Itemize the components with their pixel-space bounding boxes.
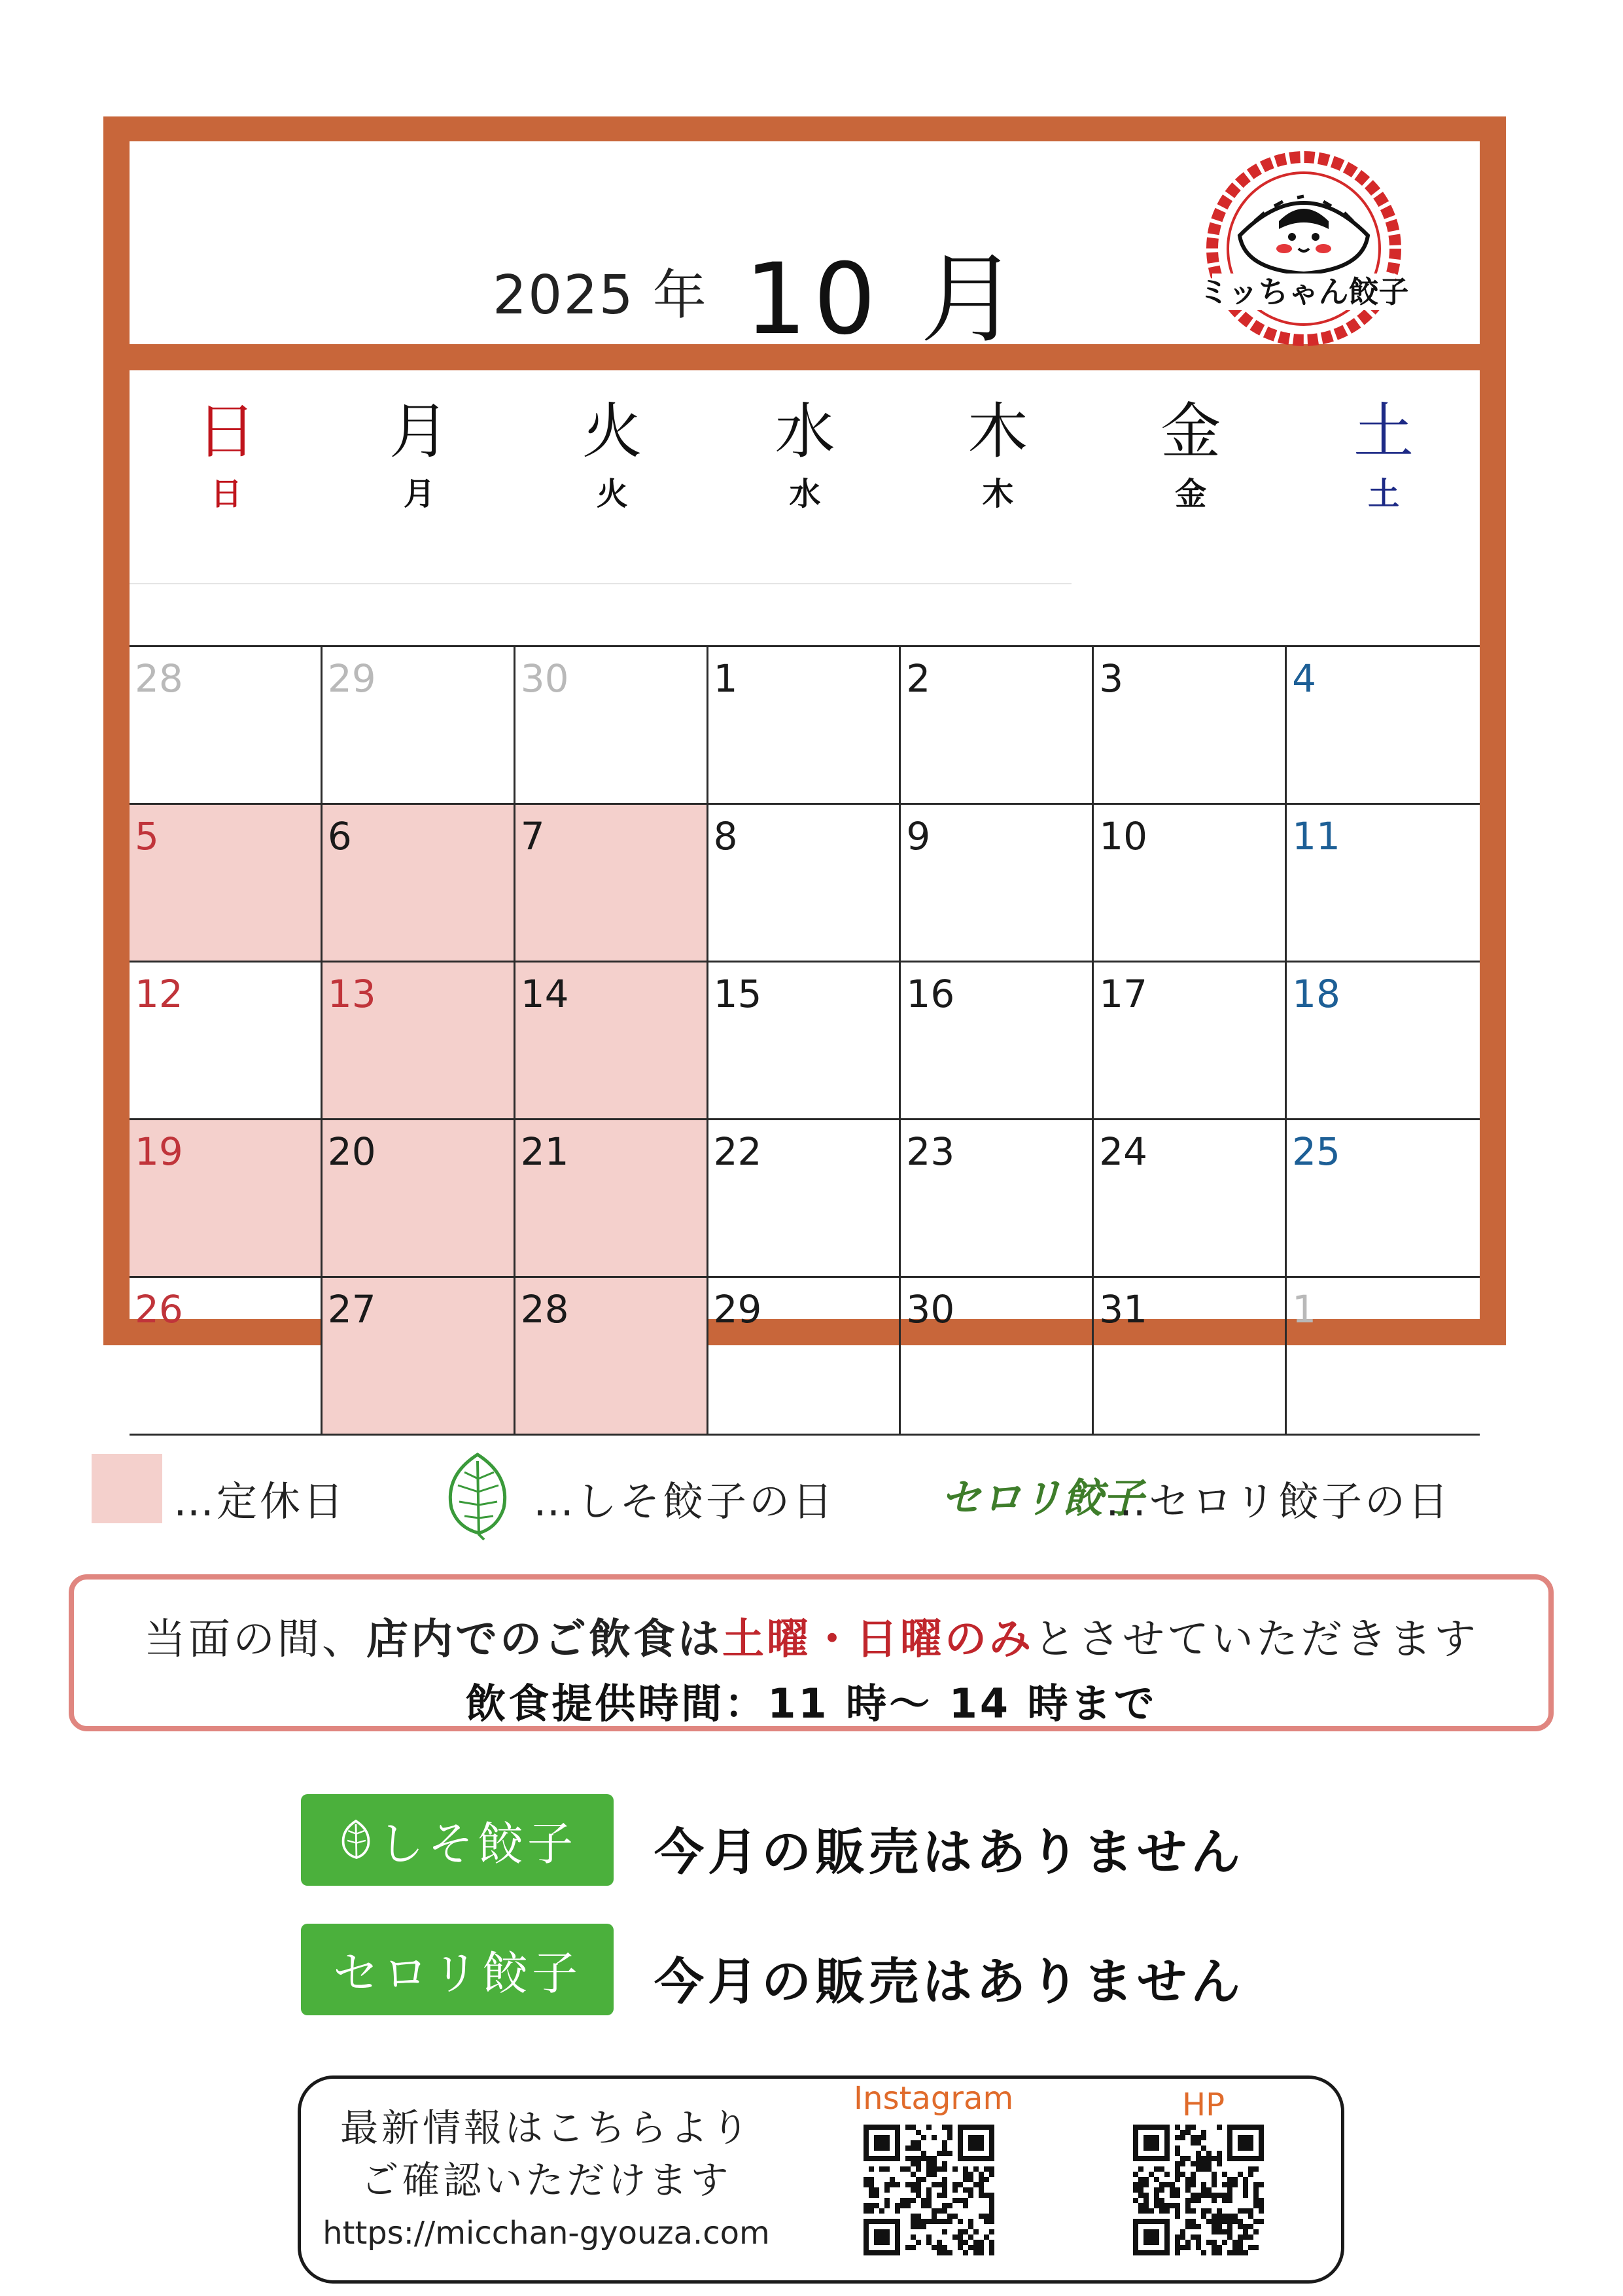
website-url[interactable]: https://micchan-gyouza.com	[323, 2215, 770, 2252]
day-number: 15	[713, 972, 762, 1016]
weekday-divider	[130, 583, 1072, 584]
day-number: 25	[1292, 1129, 1340, 1174]
hp-label: HP	[1182, 2087, 1225, 2123]
notice-text-d: とさせていただきます	[1034, 1616, 1478, 1664]
weekday-small-2: 火	[596, 476, 628, 512]
day-number: 24	[1099, 1129, 1148, 1174]
shiso-day-legend: …しそ餃子の日	[533, 1477, 836, 1525]
calendar-day-cell	[130, 1276, 323, 1434]
shiso-gyoza-status: 今月の販売はありません	[654, 1823, 1244, 1881]
closed-day-legend: …定休日	[173, 1477, 347, 1525]
day-number: 28	[520, 1287, 569, 1332]
calendar-day-cell	[708, 1118, 901, 1276]
celery-gyoza-logo: セロリ餃子	[941, 1474, 1144, 1522]
notice-text-a: 当面の間、	[144, 1616, 366, 1664]
calendar-body	[130, 370, 1480, 1332]
info-line-1: 最新情報はこちらより	[340, 2106, 752, 2150]
day-number: 29	[713, 1287, 762, 1332]
calendar-day-cell	[1287, 803, 1480, 961]
shiso-gyoza-badge	[301, 1794, 614, 1886]
calendar-frame	[103, 116, 1506, 1345]
day-number: 16	[906, 972, 955, 1016]
calendar-day-cell	[323, 803, 515, 961]
day-number: 28	[135, 656, 183, 701]
day-number: 30	[520, 656, 569, 701]
day-number: 20	[327, 1129, 376, 1174]
calendar-day-cell	[708, 1276, 901, 1434]
celery-gyoza-label: セロリ餃子	[333, 1946, 582, 2000]
calendar-day-cell	[1287, 1118, 1480, 1276]
celery-gyoza-badge	[301, 1924, 614, 2015]
calendar-day-cell	[1287, 1276, 1480, 1434]
weekday-small-4: 木	[982, 476, 1014, 512]
day-number: 14	[520, 972, 569, 1016]
logo-text: ミッちゃん餃子	[1198, 274, 1409, 309]
homepage-qr-code[interactable]	[1133, 2125, 1264, 2255]
day-number: 4	[1292, 656, 1317, 701]
calendar-day-cell	[1094, 803, 1287, 961]
weekday-small-5: 金	[1175, 476, 1207, 512]
day-number: 1	[1292, 1287, 1317, 1332]
day-number: 6	[327, 814, 352, 858]
weekday-large-3: 水	[775, 397, 835, 467]
calendar-day-cell	[1287, 645, 1480, 803]
weekday-small-3: 水	[789, 476, 821, 512]
day-number: 11	[1292, 814, 1340, 858]
calendar-day-cell	[323, 961, 515, 1118]
calendar-day-cell	[1094, 1276, 1287, 1434]
day-number: 18	[1292, 972, 1340, 1016]
day-number: 10	[1099, 814, 1148, 858]
calendar-day-cell	[901, 961, 1094, 1118]
calendar-day-cell	[1094, 1118, 1287, 1276]
celery-gyoza-status: 今月の販売はありません	[654, 1952, 1244, 2011]
day-number: 27	[327, 1287, 376, 1332]
weekday-large-2: 火	[582, 397, 642, 467]
day-number: 1	[713, 656, 738, 701]
calendar-day-cell	[901, 1118, 1094, 1276]
calendar-day-cell	[130, 803, 323, 961]
day-number: 2	[906, 656, 931, 701]
calendar-day-cell	[1287, 961, 1480, 1118]
calendar-day-cell	[901, 1276, 1094, 1434]
day-number: 23	[906, 1129, 955, 1174]
notice-line-1	[74, 1606, 1548, 1666]
calendar-day-cell	[323, 1276, 515, 1434]
day-number: 29	[327, 656, 376, 701]
year-label: 2025 年	[493, 264, 708, 327]
calendar-day-cell	[323, 1118, 515, 1276]
day-number: 26	[135, 1287, 183, 1332]
closed-day-swatch	[92, 1454, 162, 1523]
weekday-small-0: 日	[210, 476, 242, 512]
notice-text-b: 店内でのご飲食は	[366, 1616, 722, 1664]
grid-bottom-border	[130, 1434, 1480, 1436]
weekday-large-5: 金	[1161, 397, 1221, 467]
day-number: 8	[713, 814, 738, 858]
day-number: 3	[1099, 656, 1124, 701]
weekday-small-6: 土	[1368, 476, 1400, 512]
calendar-day-cell	[1094, 645, 1287, 803]
weekday-large-1: 月	[389, 397, 449, 467]
day-number: 17	[1099, 972, 1148, 1016]
day-number: 21	[520, 1129, 569, 1174]
instagram-label: Instagram	[854, 2080, 1014, 2117]
calendar-day-cell	[515, 645, 708, 803]
calendar-day-cell	[708, 803, 901, 961]
shiso-leaf-icon	[438, 1449, 517, 1541]
weekday-large-0: 日	[196, 397, 256, 467]
calendar-day-cell	[130, 961, 323, 1118]
weekday-large-4: 木	[968, 397, 1028, 467]
serving-hours: 飲食提供時間：11 時～ 14 時まで	[465, 1680, 1157, 1727]
day-number: 9	[906, 814, 931, 858]
calendar-day-cell	[708, 645, 901, 803]
calendar-day-cell	[515, 961, 708, 1118]
calendar-day-cell	[901, 803, 1094, 961]
calendar-day-cell	[515, 1118, 708, 1276]
day-number: 12	[135, 972, 183, 1016]
calendar-day-cell	[515, 1276, 708, 1434]
calendar-day-cell	[1094, 961, 1287, 1118]
day-number: 13	[327, 972, 376, 1016]
info-box	[298, 2075, 1344, 2284]
day-number: 7	[520, 814, 545, 858]
day-number: 31	[1099, 1287, 1148, 1332]
day-number: 22	[713, 1129, 762, 1174]
celery-day-legend: …セロリ餃子の日	[1106, 1477, 1452, 1525]
calendar-header	[130, 141, 1480, 357]
shop-logo	[1193, 150, 1415, 347]
calendar-day-cell	[130, 1118, 323, 1276]
calendar-day-cell	[323, 645, 515, 803]
shiso-leaf-icon	[338, 1818, 374, 1862]
month-label: 10 月	[744, 243, 1025, 357]
calendar-grid	[130, 645, 1480, 1434]
calendar-day-cell	[901, 645, 1094, 803]
calendar-day-cell	[708, 961, 901, 1118]
info-line-2: ご確認いただけます	[360, 2158, 732, 2202]
day-number: 5	[135, 814, 159, 858]
notice-weekend-only: 土曜・日曜のみ	[722, 1616, 1034, 1664]
calendar-day-cell	[515, 803, 708, 961]
weekday-large-6: 土	[1353, 397, 1414, 467]
instagram-qr-code[interactable]	[864, 2125, 994, 2255]
day-number: 19	[135, 1129, 183, 1174]
calendar-day-cell	[130, 645, 323, 803]
day-number: 30	[906, 1287, 955, 1332]
dine-in-notice	[69, 1574, 1554, 1731]
weekday-small-1: 月	[403, 476, 435, 512]
shiso-gyoza-label: しそ餃子	[378, 1816, 577, 1871]
